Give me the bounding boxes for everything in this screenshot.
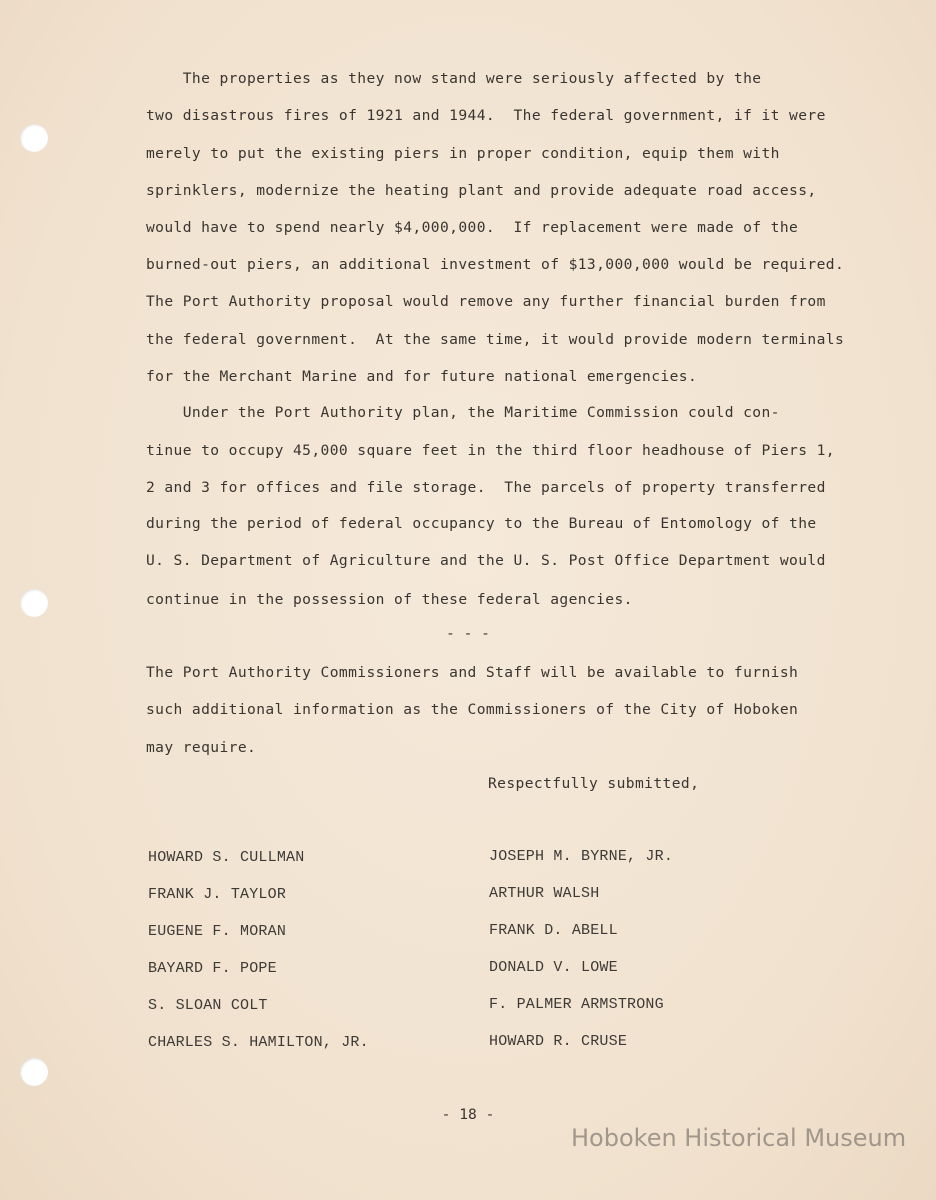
museum-watermark: Hoboken Historical Museum [571,1124,907,1152]
paragraph2-line: continue in the possession of these federal agencies. [146,591,633,608]
signatory-right: DONALD V. LOWE [489,959,618,976]
page-number: - 18 - [441,1106,495,1123]
signatory-right: JOSEPH M. BYRNE, JR. [489,848,674,865]
paragraph3-line: may require. [146,739,257,756]
paragraph1-line: two disastrous fires of 1921 and 1944. The federal government, if it were [146,107,826,124]
paragraph3-line: The Port Authority Commissioners and Staff will be available to furnish [146,664,799,681]
paragraph1-line: merely to put the existing piers in proper condition, equip them with [146,145,780,162]
signatory-left: S. SLOAN COLT [148,997,268,1014]
paragraph1-line: The properties as they now stand were seriously affected by the [146,70,762,87]
paragraph1-line: The Port Authority proposal would remove any further financial burden from [146,293,826,310]
signatory-right: FRANK D. ABELL [489,922,618,939]
paragraph2-line: tinue to occupy 45,000 square feet in the third floor headhouse of Piers 1, [146,442,835,459]
section-separator: - - - [446,625,490,642]
paragraph1-line: would have to spend nearly $4,000,000. If replacement were made of the [146,219,799,236]
paragraph1-line: burned-out piers, an additional investment of $13,000,000 would be required. [146,256,845,273]
paragraph1-line: sprinklers, modernize the heating plant and provide adequate road access, [146,182,817,199]
signatory-left: EUGENE F. MORAN [148,923,287,940]
paragraph2-line: U. S. Department of Agriculture and the U. S. Post Office Department would [146,552,826,569]
signatory-right: HOWARD R. CRUSE [489,1033,628,1050]
signatory-right: F. PALMER ARMSTRONG [489,996,664,1013]
paragraph2-line: during the period of federal occupancy to the Bureau of Entomology of the [146,515,817,532]
closing-salutation: Respectfully submitted, [488,775,700,792]
binder-hole-top [20,124,48,152]
paragraph2-line: Under the Port Authority plan, the Maritime Commission could con- [146,404,780,421]
signatory-left: BAYARD F. POPE [148,960,277,977]
paragraph2-line: 2 and 3 for offices and file storage. The parcels of property transferred [146,479,826,496]
paragraph1-line: the federal government. At the same time, it would provide modern terminals [146,331,845,348]
paragraph3-line: such additional information as the Commissioners of the City of Hoboken [146,701,799,718]
signatory-left: FRANK J. TAYLOR [148,886,287,903]
binder-hole-middle [20,589,48,617]
binder-hole-bottom [20,1058,48,1086]
paragraph1-line: for the Merchant Marine and for future national emergencies. [146,368,698,385]
signatory-right: ARTHUR WALSH [489,885,600,902]
signatory-left: CHARLES S. HAMILTON, JR. [148,1034,369,1051]
signatory-left: HOWARD S. CULLMAN [148,849,305,866]
